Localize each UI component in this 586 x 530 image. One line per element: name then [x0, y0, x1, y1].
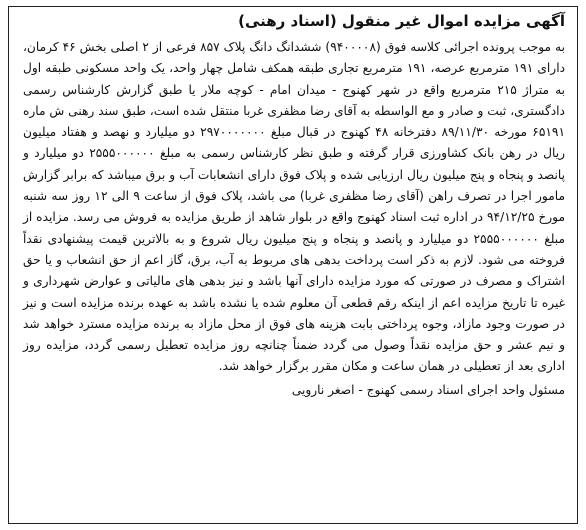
notice-signature: مسئول واحد اجرای اسناد رسمی کهنوج - اصغر نارویی [291, 382, 565, 397]
notice-title: آگهی مزایده اموال غیر منقول (اسناد رهنی) [238, 12, 565, 30]
notice-box [8, 6, 578, 524]
notice-body: به موجب پرونده اجرائی کلاسه فوق (۹۴۰۰۰۰۸) ششدانگ دانگ پلاک ۸۵۷ فرعی از ۲ اصلی بخش ۴۶ کرمان، دارای ۱۹۱ مترمربع عرصه، ۱۹۱ مترمربع تجاری طبقه همکف شامل چهار واحد، یک واحد مسکونی طبقه اول به متراژ ۲۱۵ مترمربع واقع در شهر کهنوج - میدان امام - کوچه ملار یا طبق گزارش کارشناس رسمی دادگستری، ثبت و صادر و مع الواسطه به آقای رضا مظفری غربا منتقل شده است، طبق سند رهنی ش ماره ۶۵۱۹۱ مورخه ۸۹/۱۱/۳۰ دفترخانه ۴۸ کهنوج در قبال مبلغ ۲۹۷۰۰۰۰۰۰۰ دو میلیارد و نهصد و هفتاد میلیون ریال در رهن بانک کشاورزی قرار گرفته و طبق نظر کارشناس رسمی به مبلغ ۲۵۵۵۰۰۰۰۰۰ دو میلیارد و پانصد و پنجاه و پنج میلیون ریال ارزیابی شده و پلاک فوق دارای انشعابات آب و برق میباشد که برابر گزارش مامور اجرا در تصرف راهن (آقای رضا مظفری غربا) می باشد، پلاک فوق از ساعت ۹ الی ۱۲ روز سه شنبه مورخ ۹۴/۱۲/۲۵ در اداره ثبت اسناد کهنوج واقع در بلوار شاهد از طریق مزایده به فروش می رسد. مزایده از مبلغ ۲۵۵۵۰۰۰۰۰۰ دو میلیارد و پانصد و پنجاه و پنج میلیون ریال شروع و به بالاترین قیمت پیشنهادی نقداً فروخته می شود. لازم به ذکر است پرداخت بدهی های مربوط به آب، برق، گاز اعم از حق انشعاب و یا حق اشتراک و مصرف در صورتی که مورد مزایده دارای آنها باشد و نیز بدهی های مالیاتی و عوارض شهرداری و غیره تا تاریخ مزایده اعم از اینکه رقم قطعی آن معلوم شده یا نشده باشد به عهده برنده مزایده است و نیز در صورت وجود مازاد، وجوه پرداختی بابت هزینه های فوق از محل مازاد به برنده مزایده مسترد خواهد شد و نیم عشر و حق مزایده نقداً وصول می گردد ضمناً چنانچه روز مزایده تعطیل رسمی گردد، مزایده روز اداری بعد از تعطیلی در همان ساعت و مکان مقرر برگزار خواهد شد. [23, 40, 566, 374]
